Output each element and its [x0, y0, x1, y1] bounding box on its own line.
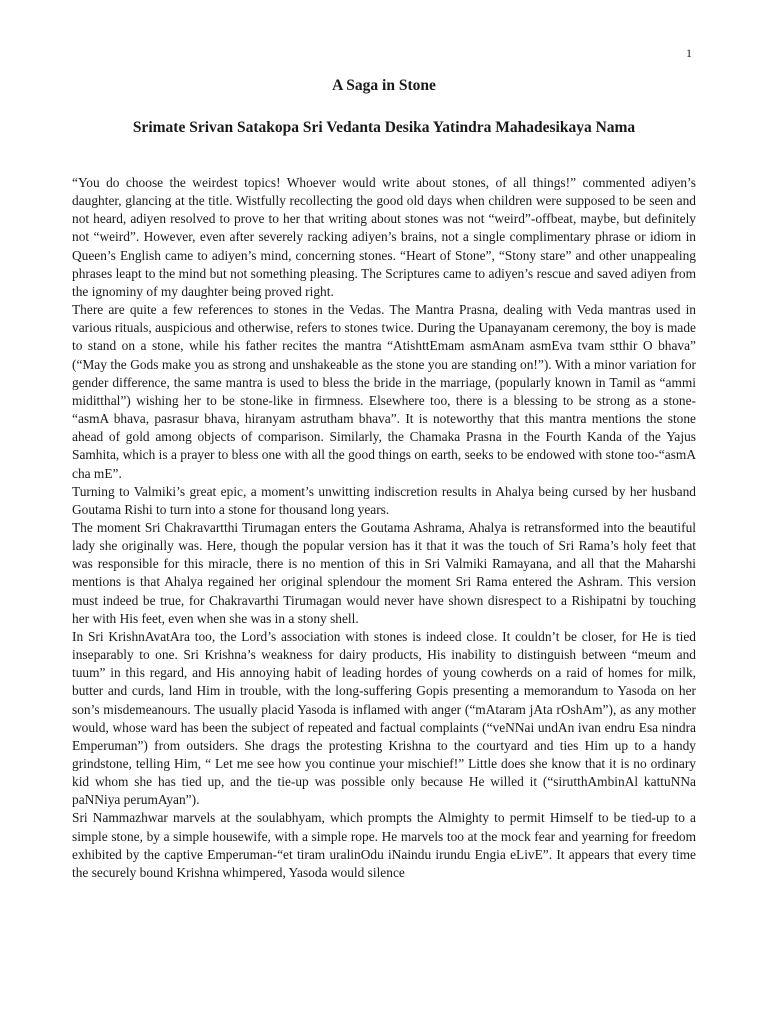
document-subtitle: Srimate Srivan Satakopa Sri Vedanta Desika Yatindra Mahadesikaya Nama: [132, 119, 636, 136]
paragraph: “You do choose the weirdest topics! Whoever would write about stones, of all things!” commented adiyen’s daughter, glancing at the title. Wistfully recollecting the good old days when children were supposed to be seen and not heard, adiyen resolved to prove to her that writing about stones was not “weird”-offbeat, maybe, but definitely not “weird”. However, even after severely racking adiyen’s brains, not a single complimentary phrase or idiom in Queen’s English came to adiyen’s mind, concerning stones. “Heart of Stone”, “Stony stare” and other unappealing phrases leapt to the mind but not something pleasing. The Scriptures came to adiyen’s rescue and saved adiyen from the ignominy of my daughter being proved right.: [72, 175, 696, 299]
document-body: [72, 174, 696, 882]
paragraph: In Sri KrishnAvatAra too, the Lord’s association with stones is indeed close. It couldn’t be closer, for He is tied inseparably to one. Sri Krishna’s weakness for dairy products, His inability to distinguish between “meum and tuum” in this regard, and His annoying habit of leading hordes of young cowherds on a raid of homes for milk, butter and curds, land Him in trouble, with the long-suffering Gopis presenting a memorandum to Yasoda on her son’s misdemeanours. The usually placid Yasoda is inflamed with anger (“mAtaram jAta rOshAm”), as any mother would, whose ward has been the subject of repeated and factual complaints (“veNNai undAn ivan endru Esa nindra Emperuman”) from outsiders. She drags the protesting Krishna to the courtyard and ties Him up to a handy grindstone, telling Him, “ Let me see how you continue your mischief!” Little does she know that it is no ordinary kid whom she has tied up, and the tie-up was possible only because He willed it (“sirutthAmbinAl kattuNNa paNNiya perumAyan”).: [72, 628, 696, 808]
paragraph: There are quite a few references to stones in the Vedas. The Mantra Prasna, dealing with Veda mantras used in various rituals, auspicious and otherwise, refers to stones twice. During the Upanayanam ceremony, the boy is made to stand on a stone, while his father recites the mantra “AtishttEmam asmAnam asmEva tvam stthir O bhava” (“May the Gods make you as strong and unshakeable as the stone you are standing on!”). With a minor variation for gender difference, the same mantra is used to bless the bride in the marriage, (popularly known in Tamil as “ammi miditthal”) wishing her to be stone-like in firmness. Elsewhere too, there is a blessing to be strong as a stone- “asmA bhava, pasrasur bhava, hiranyam astrutham bhava”. It is noteworthy that this mantra mentions the stone ahead of gold among objects of comparison. Similarly, the Chamaka Prasna in the Fourth Kanda of the Yajus Samhita, which is a prayer to bless one with all the good things on earth, seeks to be endowed with stone too-“asmA cha mE”.: [72, 302, 696, 481]
paragraph: The moment Sri Chakravartthi Tirumagan enters the Goutama Ashrama, Ahalya is retransformed into the beautiful lady she originally was. Here, though the popular version has it that it was the touch of Sri Rama’s holy feet that was responsible for this miracle, there is no mention of this in Sri Valmiki Ramayana, and all that the Maharshi mentions is that Ahalya regained her original splendour the moment Sri Rama entered the Ashram. This version must indeed be true, for Chakravarthi Tirumagan would never have shown disrespect to a Rishipatni by touching her with His feet, even when she was in a stony shell.: [72, 519, 696, 626]
paragraph: Turning to Valmiki’s great epic, a moment’s unwitting indiscretion results in Ahalya being cursed by her husband Goutama Rishi to turn into a stone for thousand long years.: [72, 483, 696, 517]
paragraph: Sri Nammazhwar marvels at the soulabhyam, which prompts the Almighty to permit Himself to be tied-up to a simple stone, by a simple housewife, with a simple rope. He marvels too at the mock fear and yearning for freedom exhibited by the captive Emperuman-“et tiram uralinOdu iNaindu irundu Engia eLivE”. It appears that every time the securely bound Krishna whimpered, Yasoda would silence: [72, 810, 696, 880]
document-title: A Saga in Stone: [332, 77, 436, 94]
page-number: 1: [686, 46, 692, 60]
